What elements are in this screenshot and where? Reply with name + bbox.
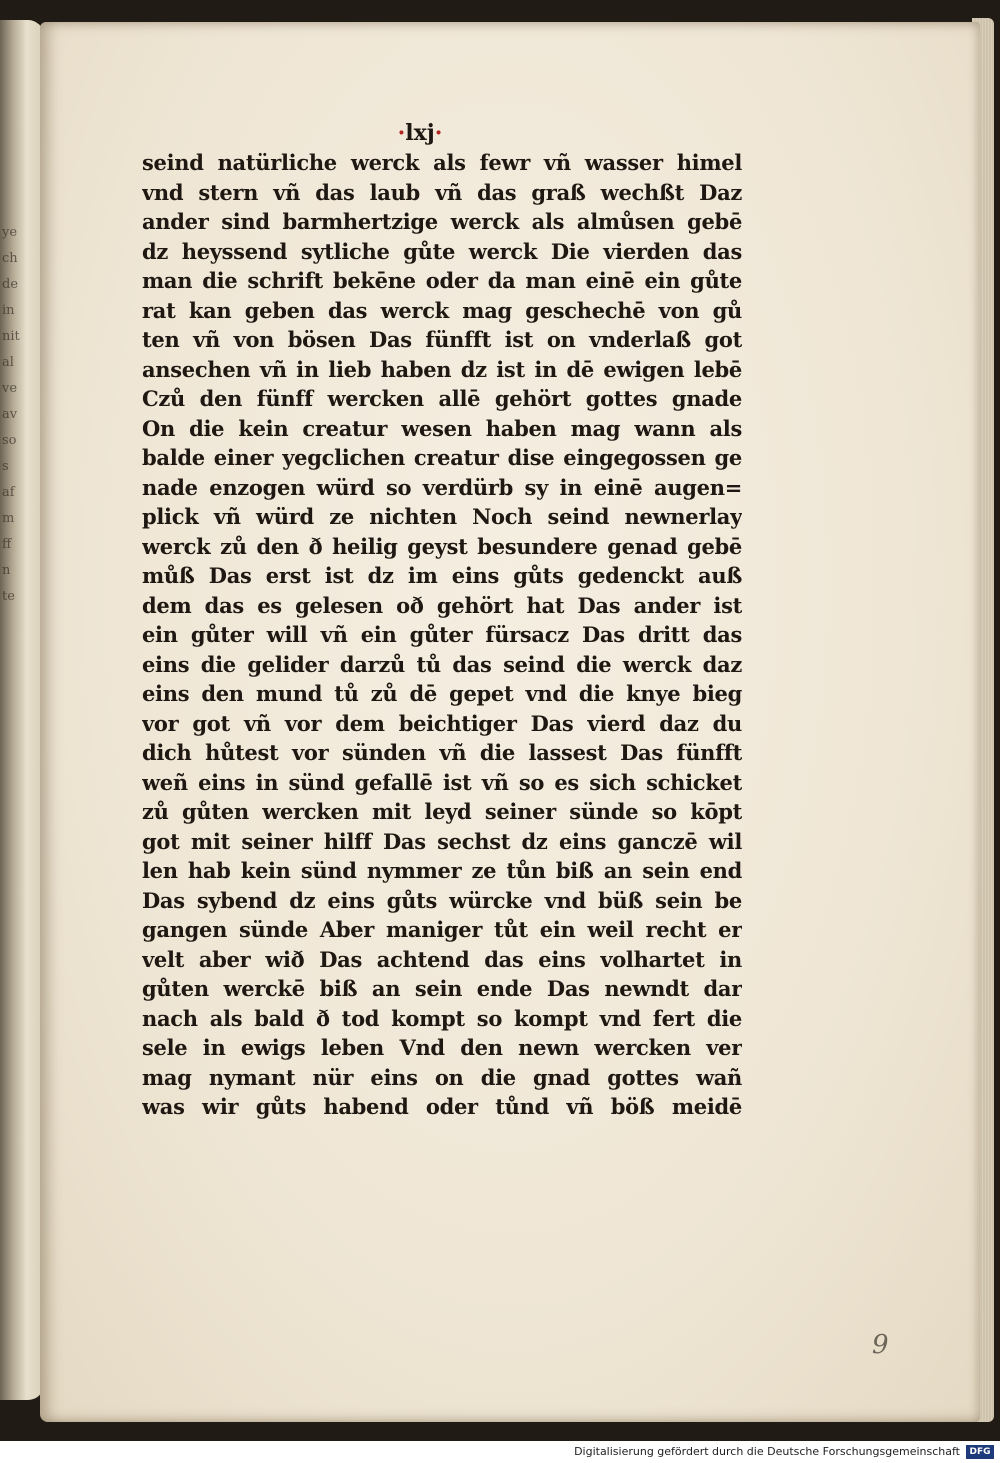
folio-number: ·lxj· [397,120,443,146]
text-line: můß Das erst ist dz im eins gůts gedenckt auß [142,563,742,588]
previous-leaf-text: ye ch de in nit al ve av so s af m ff n te [2,225,20,604]
text-line: mag nymant nür eins on die gnad gottes wañ [142,1064,742,1090]
text-line: ten vñ von bösen Das fünfft ist on vnderlaß got [142,327,742,352]
text-line: ein gůter will vñ ein gůter fürsacz Das dritt das [142,622,742,647]
text-line: dich hůtest vor sünden vñ die lassest Das fünfft [142,740,742,765]
text-line: eins den mund tů zů dē gepet vnd die knye bieg [142,681,742,706]
text-line: On die kein creatur wesen haben mag wann als [142,415,742,441]
text-line: seind natürliche werck als fewr vñ wasser himel [142,150,742,175]
text-line: vnd stern vñ das laub vñ das graß wechßt Daz [142,179,742,205]
text-line: nach als bald ð tod kompt so kompt vnd fert die [142,1005,742,1031]
text-line: balde einer yegclichen creatur dise eingegossen ge [142,445,742,470]
text-line: got mit seiner hilff Das sechst dz eins ganczē wil [142,828,742,854]
text-line: Czů den fünff wercken allē gehört gottes gnade [142,386,742,411]
text-line: ansechen vñ in lieb haben dz ist in dē ewigen lebē [142,356,742,382]
text-line: gangen sünde Aber maniger tůt ein weil recht er [142,917,742,942]
text-line: vor got vñ vor dem beichtiger Das vierd daz du [142,710,742,736]
funding-credit: Digitalisierung gefördert durch die Deutsche Forschungsgemeinschaft [574,1445,960,1458]
text-line: werck zů den ð heilig geyst besundere genad gebē [142,533,742,559]
text-line: sele in ewigs leben Vnd den newn wercken ver [142,1035,742,1060]
text-line: dz heyssend sytliche gůte werck Die vierden das [142,238,742,264]
text-line: weñ eins in sünd gefallē ist vñ so es sich schicket [142,769,742,795]
text-line: eins die gelider darzů tů das seind die werck daz [142,651,742,677]
text-column [142,148,742,1122]
text-line: rat kan geben das werck mag geschechē von gů [142,297,742,323]
text-line: dem das es gelesen oð gehört hat Das ander ist [142,592,742,618]
text-line: velt aber wið Das achtend das eins volhartet in [142,946,742,972]
dfg-logo: DFG [966,1445,994,1459]
text-line: zů gůten wercken mit leyd seiner sünde so kōpt [142,799,742,824]
text-line: nade enzogen würd so verdürb sy in einē augen= [142,474,742,500]
text-line: plick vñ würd ze nichten Noch seind newnerlay [142,504,742,529]
text-line: ander sind barmhertzige werck als almůsen gebē [142,209,742,234]
previous-leaf-edge [0,20,44,1400]
text-line: man die schrift bekēne oder da man einē ein gůte [142,268,742,293]
folio-text: lxj [405,120,435,146]
text-line: gůten werckē biß an sein ende Das newndt dar [142,976,742,1001]
pencil-annotation: 9 [872,1330,889,1360]
text-line: Das sybend dz eins gůts würcke vnd büß sein be [142,887,742,913]
text-line: len hab kein sünd nymmer ze tůn biß an sein end [142,858,742,883]
text-line: was wir gůts habend oder tůnd vñ böß meidē [142,1094,742,1119]
digitization-footer [0,1441,1000,1463]
